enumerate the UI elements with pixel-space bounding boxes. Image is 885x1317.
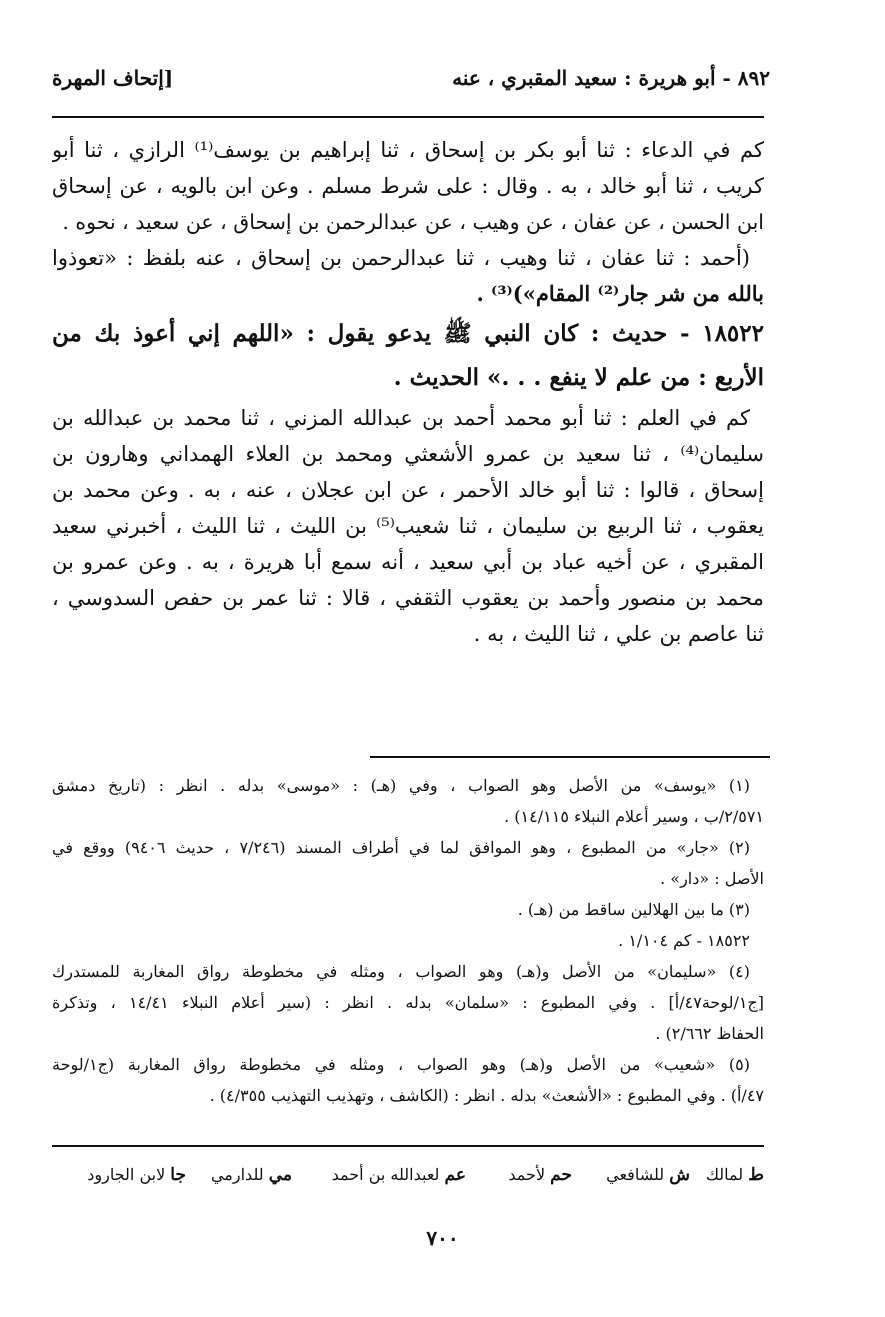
sigla-separator <box>52 1145 764 1147</box>
siglum-label: لابن الجارود <box>87 1165 166 1184</box>
text-line: يعقوب ، ثنا الربيع بن سليمان ، ثنا شعيب⁽⁵⁾ بن الليث ، ثنا الليث ، أخبرني سعيد <box>52 514 764 538</box>
siglum <box>87 1165 186 1185</box>
siglum <box>606 1165 690 1185</box>
footnote-line: ١٨٥٢٢ - كم ١/١٠٤ . <box>618 931 750 950</box>
footnote-line: ٤٧/أ) . وفي المطبوع : «الأشعث» بدله . انظر : (الكاشف ، وتهذيب التهذيب ٤/٣٥٥) . <box>209 1086 764 1105</box>
siglum-code: عم <box>444 1165 466 1185</box>
text-line: محمد بن منصور وأحمد بن يعقوب الثقفي ، قالا : ثنا عمر بن حفص السدوسي ، <box>52 586 764 610</box>
footnote-line: (٤) «سليمان» من الأصل و(هـ) وهو الصواب ، ومثله في مخطوطة رواق المغاربة للمستدرك <box>52 962 750 981</box>
header-book-title: [إتحاف المهرة <box>52 66 174 90</box>
siglum-code: ط <box>748 1165 764 1185</box>
siglum-code: مي <box>268 1165 292 1185</box>
footnote-line: الحفاظ ٢/٦٦٢) . <box>655 1024 764 1043</box>
footnote-line: (٣) ما بين الهلالين ساقط من (هـ) . <box>517 900 750 919</box>
text-line: ابن الحسن ، عن عفان ، عن وهيب ، عن عبدالرحمن بن إسحاق ، عن سعيد ، نحوه . <box>62 210 764 234</box>
running-header <box>52 66 770 100</box>
main-text <box>52 132 764 652</box>
siglum-label: لمالك <box>705 1165 744 1184</box>
header-rule <box>52 116 764 118</box>
footnote-line: ٢/٥٧١/ب ، وسير أعلام النبلاء ١٤/١١٥) . <box>504 807 764 826</box>
siglum <box>706 1165 764 1185</box>
text-line: إسحاق ، قالوا : ثنا أبو خالد الأحمر ، عن ابن عجلان ، عنه ، به . وعن محمد بن <box>52 478 764 502</box>
hadith-heading: الأربع : من علم لا ينفع . . .» الحديث . <box>393 364 764 391</box>
text-line: المقبري ، عن أخيه عباد بن أبي سعيد ، أنه سمع أبا هريرة ، به . وعن عمرو بن <box>52 550 764 574</box>
header-chapter-title: ٨٩٢ - أبو هريرة : سعيد المقبري ، عنه <box>452 66 770 90</box>
footnotes <box>52 770 764 1111</box>
siglum-label: لعبدالله بن أحمد <box>331 1165 440 1184</box>
footnote-line: (٢) «جار» من المطبوع ، وهو الموافق لما في أطراف المسند (٧/٢٤٦ ، حديث ٩٤٠٦) ووقع في <box>52 838 751 857</box>
text-line: ثنا عاصم بن علي ، ثنا الليث ، به . <box>473 622 764 646</box>
siglum-code: حم <box>550 1165 572 1185</box>
page-number: ٧٠٠ <box>426 1226 459 1250</box>
hadith-heading: ١٨٥٢٢ - حديث : كان النبي ﷺ يدعو يقول : «اللهم إني أعوذ بك من <box>52 320 764 347</box>
text-line: بالله من شر جار⁽²⁾ المقام»)⁽³⁾ . <box>476 281 764 306</box>
footnote-separator <box>370 756 770 758</box>
siglum <box>211 1165 292 1185</box>
text-line: كم في العلم : ثنا أبو محمد أحمد بن عبدالله المزني ، ثنا محمد بن عبدالله بن <box>52 406 750 430</box>
sigla-key <box>52 1165 764 1195</box>
footnote-line: الأصل : «دار» . <box>660 869 764 888</box>
footnote-line: (١) «يوسف» من الأصل وهو الصواب ، وفي (هـ) : «موسى» بدله . انظر : (تاريخ دمشق <box>52 776 750 795</box>
siglum <box>508 1165 572 1185</box>
text-line: كم في الدعاء : ثنا أبو بكر بن إسحاق ، ثنا إبراهيم بن يوسف⁽¹⁾ الرازي ، ثنا أبو <box>52 138 764 162</box>
siglum-code: جا <box>170 1165 186 1185</box>
footnote-line: (٥) «شعيب» من الأصل و(هـ) وهو الصواب ، ومثله في مخطوطة رواق المغاربة (ج١/لوحة <box>52 1055 750 1074</box>
footnote-line: [ج١/لوحة٤٧/أ] . وفي المطبوع : «سلمان» بدله . انظر : (سير أعلام النبلاء ١٤/٤١ ، وتذكرة <box>52 993 764 1012</box>
siglum-label: لأحمد <box>508 1165 546 1184</box>
siglum <box>332 1165 466 1185</box>
text-line: (أحمد : ثنا عفان ، ثنا وهيب ، ثنا عبدالرحمن بن إسحاق ، عنه بلفظ : «تعوذوا <box>52 246 750 270</box>
siglum-label: للشافعي <box>606 1165 665 1184</box>
siglum-label: للدارمي <box>210 1165 264 1184</box>
text-line: كريب ، ثنا أبو خالد ، به . وقال : على شرط مسلم . وعن ابن بالويه ، عن إسحاق <box>52 174 764 198</box>
text-line: سليمان⁽⁴⁾ ، ثنا سعيد بن عمرو الأشعثي ومحمد بن العلاء الهمداني وهارون بن <box>52 442 764 466</box>
siglum-code: ش <box>669 1165 690 1185</box>
